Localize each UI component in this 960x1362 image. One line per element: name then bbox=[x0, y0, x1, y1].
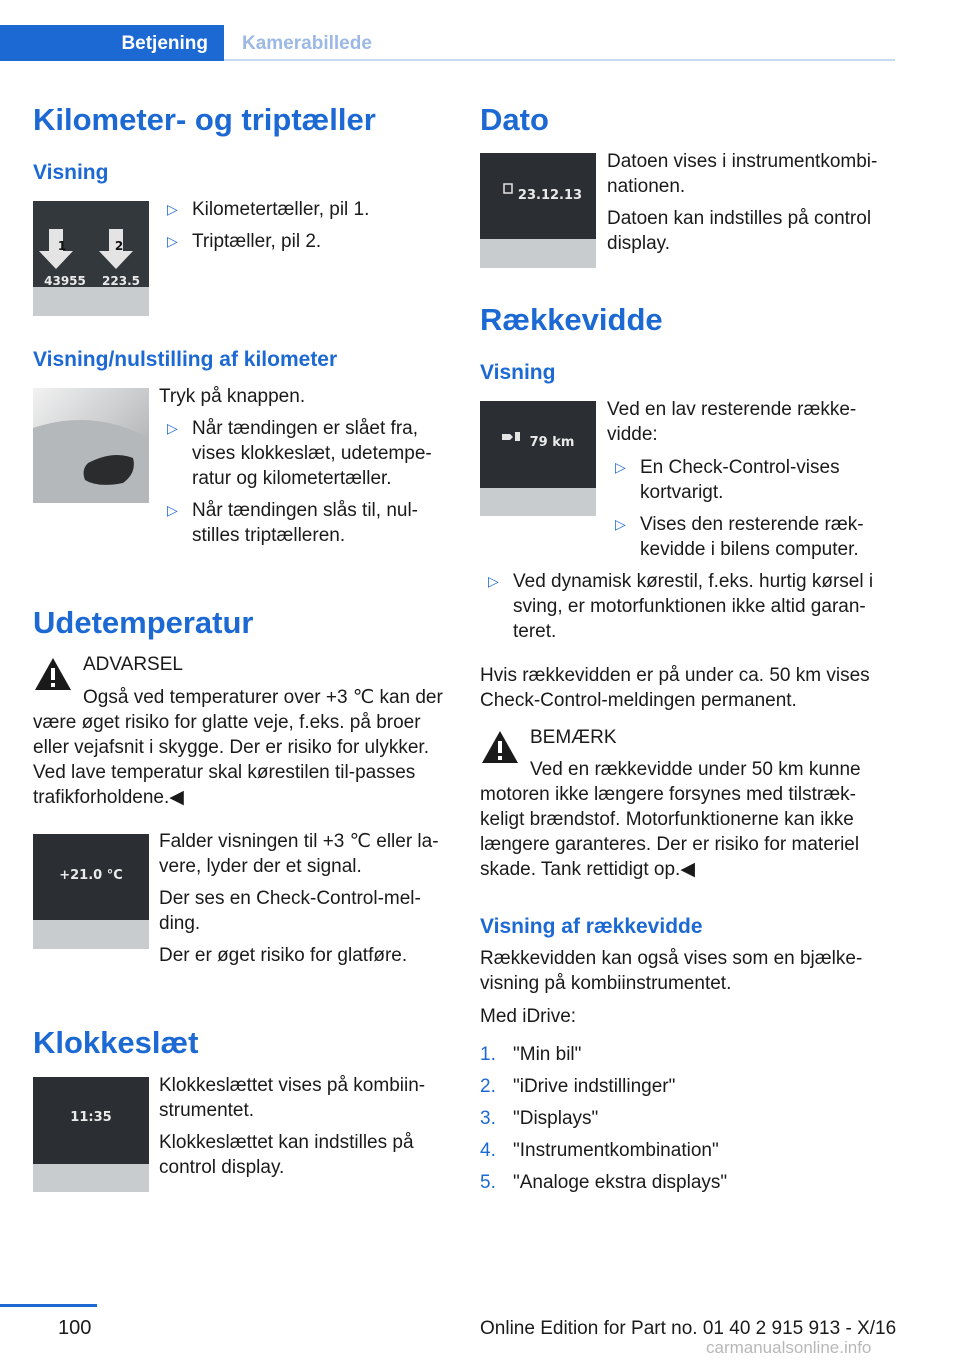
reset-button-image bbox=[33, 388, 149, 503]
list-item: ▷ Når tændingen slås til, nul-stilles triptælleren. bbox=[159, 498, 451, 548]
page-number: 100 bbox=[58, 1317, 92, 1339]
idrive-label: Med iDrive: bbox=[480, 1006, 577, 1027]
header-rule bbox=[224, 59, 895, 61]
range-sub-heading: Visning af rækkevidde bbox=[480, 915, 703, 938]
dato-p1: Datoen vises i instrumentkombi-nationen. bbox=[607, 151, 878, 197]
list-item: ▷ Triptæller, pil 2. bbox=[159, 229, 449, 254]
udetemperatur-title: Udetemperatur bbox=[33, 605, 254, 640]
list-item: ▷ En Check-Control-vises kortvarigt. bbox=[607, 455, 897, 505]
arrow-2-label: 2 bbox=[114, 239, 124, 253]
list-item: 2. "iDrive indstillinger" bbox=[480, 1076, 676, 1097]
list-item: 3. "Displays" bbox=[480, 1108, 599, 1129]
temp-p3: Der er øget risiko for glatføre. bbox=[159, 945, 408, 966]
reset-intro: Tryk på knappen. bbox=[159, 386, 306, 407]
range-sub-text: Rækkevidden kan også vises som en bjælke-visning på kombiinstrumentet. bbox=[480, 948, 863, 994]
temperature-display-image bbox=[33, 834, 149, 949]
clock-p1: Klokkeslættet vises på kombiin-strumentet. bbox=[159, 1075, 426, 1121]
odometer-display-image bbox=[33, 201, 149, 316]
clock-p2: Klokkeslættet kan indstilles på control display. bbox=[159, 1132, 414, 1178]
dato-p2: Datoen kan indstilles på control display. bbox=[607, 208, 872, 254]
reset-list bbox=[159, 416, 451, 555]
list-item: ▷ Ved dynamisk kørestil, f.eks. hurtig kørsel i sving, er motorfunktionen ikke altid garan-teret. bbox=[480, 569, 898, 644]
list-item: 1. "Min bil" bbox=[480, 1044, 582, 1065]
page-header bbox=[0, 0, 960, 62]
range-value: 79 km bbox=[529, 435, 575, 450]
note-text: Ved en rækkevidde under 50 km kunne motoren ikke længere forsynes med tilstræk-keligt brændstof. Motorfunktionerne kan ikke længere garanteres. Der er risiko for materiel skade. Tank rettidigt op.◀ bbox=[480, 759, 861, 880]
range-under-text: Hvis rækkevidden er på under ca. 50 km vises Check-Control-meldingen permanent. bbox=[480, 665, 870, 711]
range-display-image bbox=[480, 401, 596, 516]
list-item: ▷ Vises den resterende ræk-kevidde i bilens computer. bbox=[607, 512, 897, 562]
trip-value: 223.5 bbox=[102, 274, 140, 288]
date-display-image bbox=[480, 153, 596, 268]
clock-value: 11:35 bbox=[70, 1110, 112, 1125]
kilometer-visning-heading: Visning bbox=[33, 161, 109, 184]
temp-p2: Der ses en Check-Control-mel-ding. bbox=[159, 888, 421, 934]
clock-display-image bbox=[33, 1077, 149, 1192]
range-dynamic-list bbox=[480, 569, 898, 651]
dato-title: Dato bbox=[480, 102, 549, 137]
range-intro: Ved en lav resterende række-vidde: bbox=[607, 399, 857, 445]
reset-heading: Visning/nulstilling af kilometer bbox=[33, 348, 338, 371]
idrive-steps bbox=[480, 1042, 898, 1202]
kilometer-list bbox=[159, 197, 449, 261]
kilometer-title: Kilometer- og triptæller bbox=[33, 102, 376, 137]
note-label: BEMÆRK bbox=[530, 727, 617, 748]
list-item: ▷ Når tændingen er slået fra, vises klokkeslæt, udetempe-ratur og kilometertæller. bbox=[159, 416, 451, 491]
watermark: carmanualsonline.info bbox=[706, 1338, 872, 1357]
raekkevidde-title: Rækkevidde bbox=[480, 302, 663, 337]
temp-p1: Falder visningen til +3 ℃ eller la-vere, lyder der et signal. bbox=[159, 831, 439, 877]
list-item: 5. "Analoge ekstra displays" bbox=[480, 1172, 728, 1193]
klokkeslaet-title: Klokkeslæt bbox=[33, 1025, 199, 1060]
arrow-1-label: 1 bbox=[57, 239, 67, 253]
temperature-value: +21.0 °C bbox=[59, 868, 123, 883]
warning-text: Også ved temperaturer over +3 ℃ kan der være øget risiko for glatte veje, f.eks. på broer eller vejafsnit i skygge. Der er risiko for ulykker. Ved lave temperatur skal kørestilen til-passes trafikforholdene.◀ bbox=[33, 687, 443, 808]
list-item: ▷ Kilometertæller, pil 1. bbox=[159, 197, 449, 222]
footer-edition: Online Edition for Part no. 01 40 2 915 913 - X/16 bbox=[480, 1318, 897, 1339]
tab-betjening[interactable]: Betjening bbox=[0, 25, 224, 61]
date-value: 23.12.13 bbox=[517, 188, 583, 203]
warning-label: ADVARSEL bbox=[83, 654, 183, 675]
odometer-value: 43955 bbox=[44, 274, 86, 288]
raekkevidde-visning-heading: Visning bbox=[480, 361, 556, 384]
range-list bbox=[607, 455, 897, 569]
footer-rule bbox=[0, 1304, 97, 1307]
tab-kamerabillede[interactable]: Kamerabillede bbox=[242, 32, 372, 54]
list-item: 4. "Instrumentkombination" bbox=[480, 1140, 719, 1161]
